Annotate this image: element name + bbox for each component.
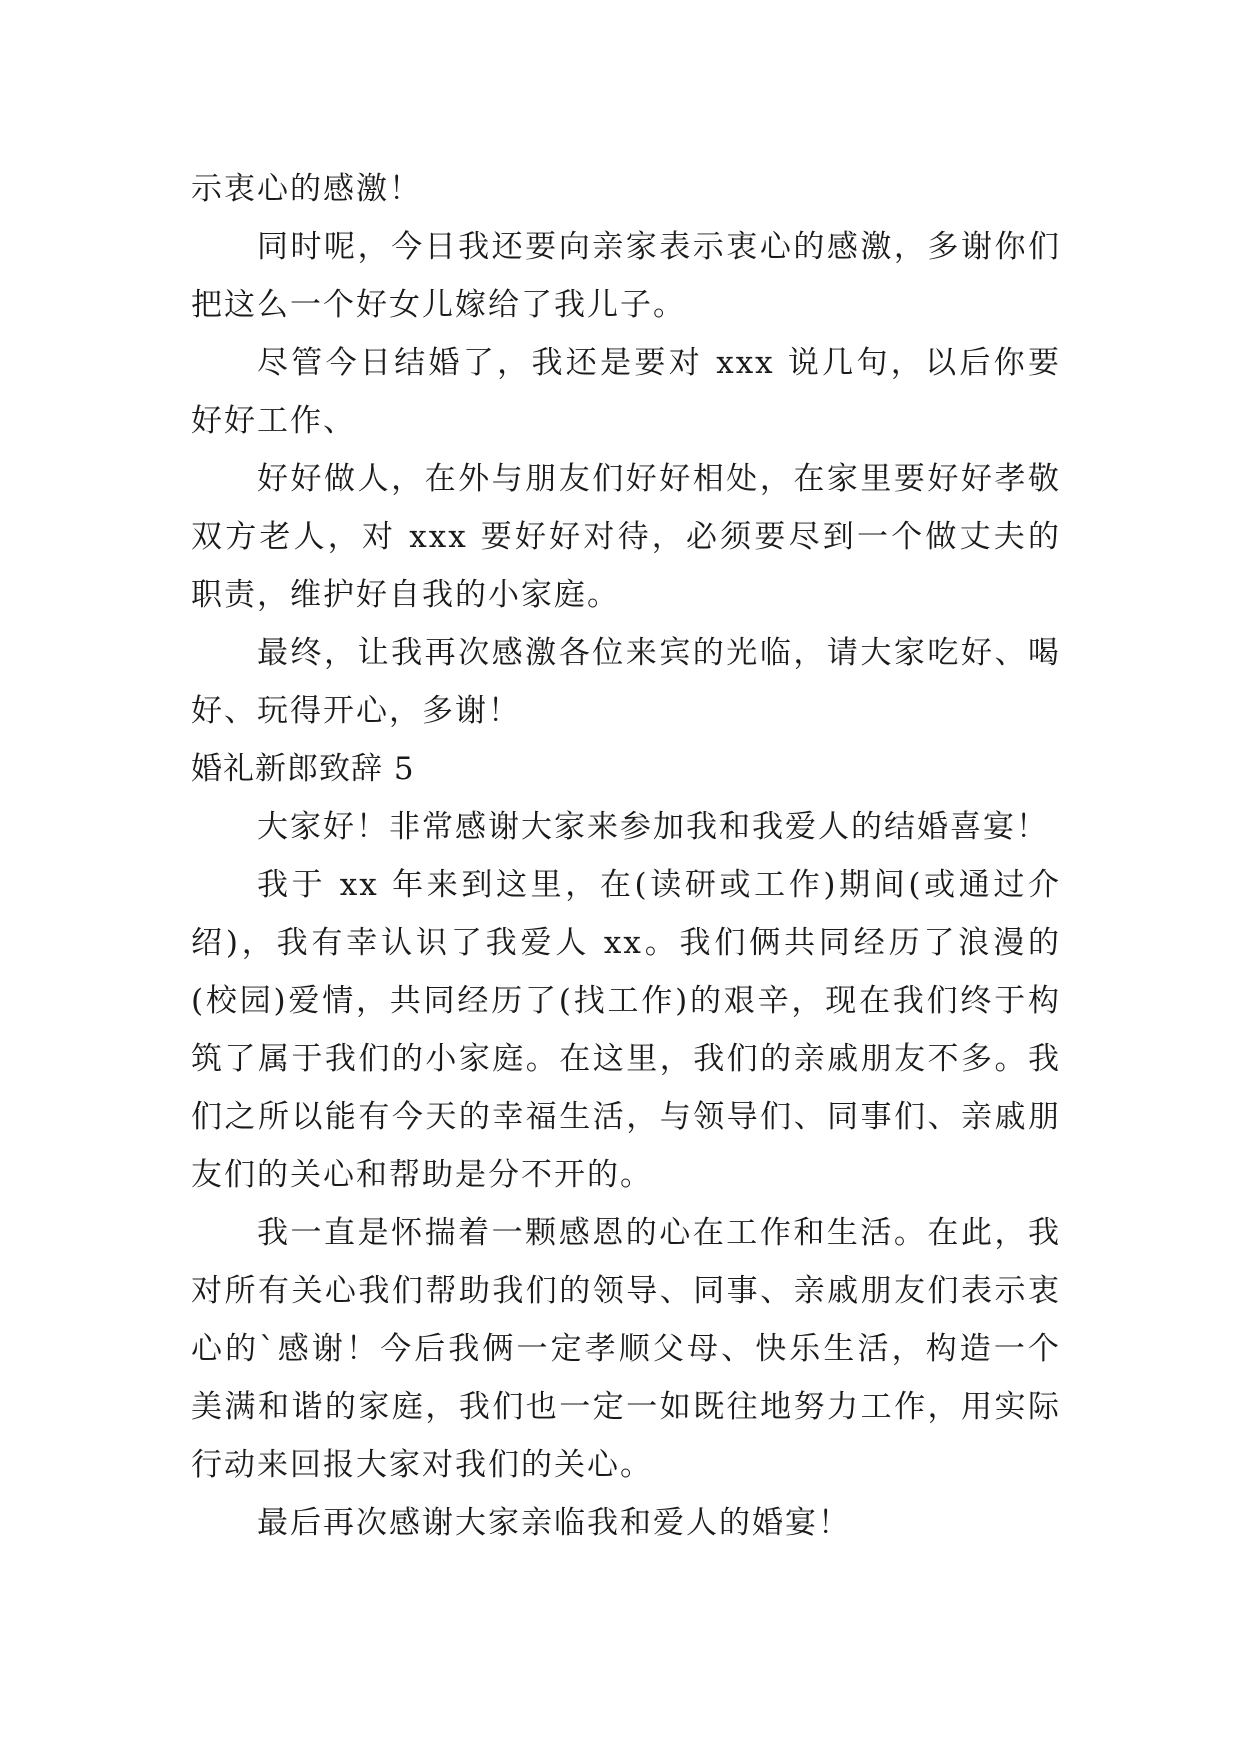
paragraph-advice-continued: 好好做人，在外与朋友们好好相处，在家里要好好孝敬双方老人，对 xxx 要好好对待，必须要尽到一个做丈夫的职责，维护好自我的小家庭。: [191, 461, 1061, 613]
paragraph-thanks-inlaws: 同时呢，今日我还要向亲家表示衷心的感激，多谢你们把这么一个好女儿嫁给了我儿子。: [191, 229, 1061, 323]
paragraph-gratitude: 我一直是怀揣着一颗感恩的心在工作和生活。在此，我对所有关心我们帮助我们的领导、同事、亲戚朋友们表示衷心的`感谢！今后我俩一定孝顺父母、快乐生活，构造一个美满和谐的家庭，我们也一定一如既往地努力工作，用实际行动来回报大家对我们的关心。: [191, 1215, 1061, 1483]
paragraph-advice-start: 尽管今日结婚了，我还是要对 xxx 说几句，以后你要好好工作、: [191, 345, 1061, 439]
paragraph-continuation: 示衷心的感激！: [191, 171, 422, 207]
paragraph-greeting: 大家好！非常感谢大家来参加我和我爱人的结婚喜宴！: [257, 809, 1049, 845]
paragraph-closing-thanks: 最终，让我再次感激各位来宾的光临，请大家吃好、喝好、玩得开心，多谢！: [191, 635, 1061, 729]
paragraph-final-thanks: 最后再次感谢大家亲临我和爱人的婚宴！: [257, 1505, 851, 1541]
section-heading: 婚礼新郎致辞 5: [191, 751, 415, 787]
document-body: [191, 160, 1061, 1552]
paragraph-story: 我于 xx 年来到这里，在(读研或工作)期间(或通过介绍)，我有幸认识了我爱人 xx。我们俩共同经历了浪漫的(校园)爱情，共同经历了(找工作)的艰辛，现在我们终于构筑了属于我们的小家庭。在这里，我们的亲戚朋友不多。我们之所以能有今天的幸福生活，与领导们、同事们、亲戚朋友们的关心和帮助是分不开的。: [191, 867, 1061, 1193]
